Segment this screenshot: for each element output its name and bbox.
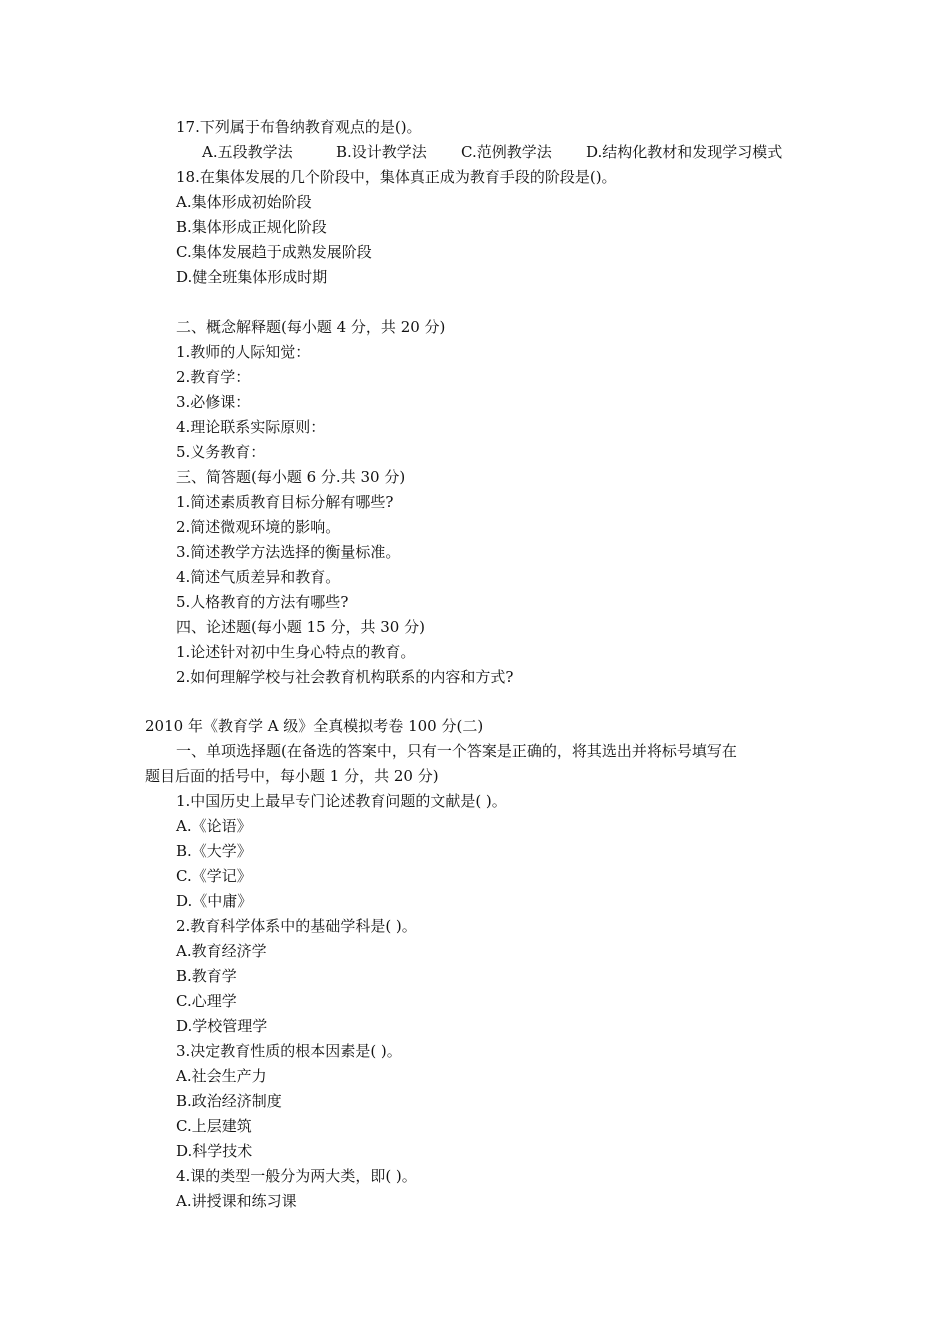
section-2-item: 4.理论联系实际原则：	[176, 418, 326, 436]
option-c: C.范例教学法	[461, 143, 552, 161]
section-3-item: 3.简述教学方法选择的衡量标准。	[176, 543, 401, 561]
section-2-item: 1.教师的人际知觉：	[176, 343, 311, 361]
option-d: D.结构化教材和发现学习模式	[586, 143, 783, 161]
section-2-item: 3.必修课：	[176, 393, 251, 411]
exam-2-q3-option-c: C.上层建筑	[176, 1117, 252, 1135]
exam-2-q1-option-b: B.《大学》	[176, 842, 252, 860]
section-2-item: 5.义务教育：	[176, 443, 266, 461]
exam-2-q3-option-d: D.科学技术	[176, 1142, 253, 1160]
exam-2-q1-option-c: C.《学记》	[176, 867, 252, 885]
exam-2-q1-option-d: D.《中庸》	[176, 892, 253, 910]
question-18-stem: 18.在集体发展的几个阶段中，集体真正成为教育手段的阶段是()。	[176, 168, 617, 186]
section-3-item: 2.简述微观环境的影响。	[176, 518, 341, 536]
exam-2-q2-option-a: A.教育经济学	[176, 942, 267, 960]
section-4-heading: 四、论述题(每小题 15 分，共 30 分)	[176, 618, 425, 636]
exam-2-q2-option-d: D.学校管理学	[176, 1017, 268, 1035]
option-b: B.设计教学法	[336, 143, 427, 161]
question-17-options	[202, 140, 822, 165]
exam-2-q3-stem: 3.决定教育性质的根本因素是( )。	[176, 1042, 402, 1060]
exam-2-q3-option-b: B.政治经济制度	[176, 1092, 282, 1110]
question-18-option-d: D.健全班集体形成时期	[176, 268, 328, 286]
section-4-item: 2.如何理解学校与社会教育机构联系的内容和方式?	[176, 668, 514, 686]
option-a: A.五段教学法	[202, 143, 293, 161]
question-18-option-a: A.集体形成初始阶段	[176, 193, 312, 211]
section-4-item: 1.论述针对初中生身心特点的教育。	[176, 643, 416, 661]
exam-2-q4-option-a: A.讲授课和练习课	[176, 1192, 297, 1210]
section-2-item: 2.教育学：	[176, 368, 251, 386]
exam-2-q2-option-c: C.心理学	[176, 992, 237, 1010]
section-3-item: 5.人格教育的方法有哪些?	[176, 593, 349, 611]
question-18-option-b: B.集体形成正规化阶段	[176, 218, 327, 236]
exam-2-q1-option-a: A.《论语》	[176, 817, 252, 835]
section-3-item: 4.简述气质差异和教育。	[176, 568, 341, 586]
exam-2-q3-option-a: A.社会生产力	[176, 1067, 267, 1085]
exam-2-instruction-line-1: 一、单项选择题(在备选的答案中，只有一个答案是正确的，将其选出并将标号填写在	[176, 742, 737, 760]
question-17-stem: 17.下列属于布鲁纳教育观点的是()。	[176, 118, 422, 136]
exam-2-q2-stem: 2.教育科学体系中的基础学科是( )。	[176, 917, 417, 935]
question-18-option-c: C.集体发展趋于成熟发展阶段	[176, 243, 372, 261]
section-3-item: 1.简述素质教育目标分解有哪些?	[176, 493, 394, 511]
exam-2-q1-stem: 1.中国历史上最早专门论述教育问题的文献是( )。	[176, 792, 507, 810]
section-2-heading: 二、概念解释题(每小题 4 分，共 20 分)	[176, 318, 446, 336]
section-3-heading: 三、简答题(每小题 6 分.共 30 分)	[176, 468, 406, 486]
exam-2-title: 2010 年《教育学 A 级》全真模拟考卷 100 分(二)	[145, 717, 484, 735]
exam-2-q4-stem: 4.课的类型一般分为两大类，即( )。	[176, 1167, 417, 1185]
exam-2-instruction-line-2: 题目后面的括号中，每小题 1 分，共 20 分)	[145, 767, 439, 785]
exam-2-q2-option-b: B.教育学	[176, 967, 237, 985]
